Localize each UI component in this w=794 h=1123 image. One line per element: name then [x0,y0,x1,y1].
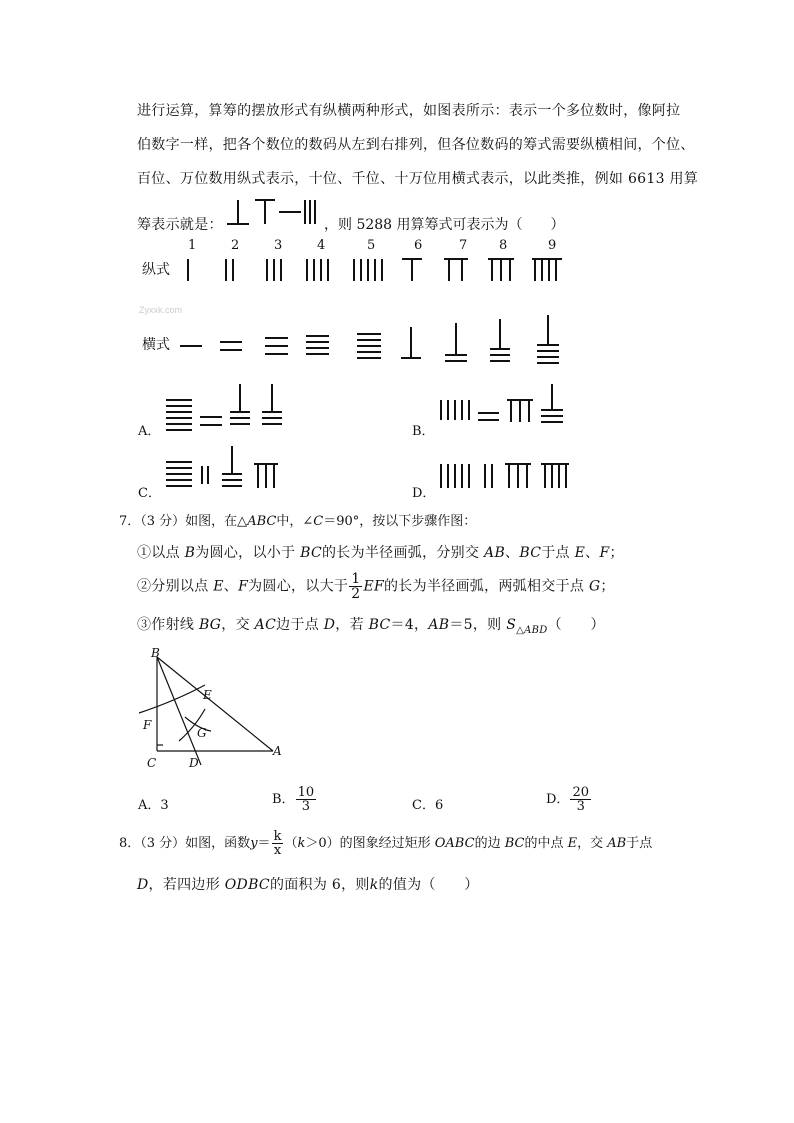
horizontal-form-8 [490,319,510,361]
q7-option-b[interactable]: B． $\frac{10}{3}$ [272,785,315,814]
q7-step-3: ③作射线 BG，交 AC边于点 D，若 BC＝4，AB＝5，则 $S_{\triangle ABD}$（ ） [137,617,605,636]
q7-stem: 7．（3 分）如图，在△ABC中，∠C＝90°，按以下步骤作图： [119,514,477,529]
q6-option-c-label[interactable]: C． [138,486,161,501]
horizontal-form-3 [265,338,288,354]
point-a-label: A [273,744,282,758]
watermark: Zyxxk.com [139,305,183,315]
point-f-label: F [143,718,152,732]
fraction-one-half: $\frac{1}{2}$ [351,571,361,602]
q7-option-c[interactable]: C．6 [412,798,444,813]
digit-header-1: 1 [188,238,197,253]
q6-option-c-rods [160,440,290,495]
digit-header-6: 6 [414,238,423,253]
q7-option-a[interactable]: A．3 [138,798,169,813]
horizontal-form-2 [220,342,242,350]
horizontal-form-9 [537,315,559,363]
digit-header-9: 9 [548,238,557,253]
q8-stem-line-1: 8．（3 分）如图，函数y＝ $\frac{k}{x}$ （k＞0）的图象经过矩形 OABC的边 BC的中点 E，交 AB于点 [119,829,653,858]
q6-option-a-rods [160,380,290,435]
point-b-label: B [151,646,160,660]
q7-option-d[interactable]: D． $\frac{20}{3}$ [546,785,589,814]
q6-line-2: 伯数字一样，把各个数位的数码从左到右排列，但各位数码的筹式需要纵横相间，个位、 [137,137,695,153]
vertical-form-5 [354,259,382,281]
vertical-form-6 [402,259,422,281]
horizontal-forms-row [170,315,570,375]
digit-header-7: 7 [459,238,468,253]
q6-option-b-rods [435,380,575,435]
arc-ef [139,685,205,713]
vertical-form-4 [307,259,328,281]
q7-step-1: ①以点 B为圆心，以小于 BC的长为半径画弧，分别交 AB、BC于点 E、F； [137,545,624,561]
point-g-label: G [197,726,207,740]
vertical-form-8 [488,259,514,281]
q6-option-b-label[interactable]: B． [412,424,435,439]
q6-line-1: 进行运算，算筹的摆放形式有纵横两种形式，如图表所示：表示一个多位数时，像阿拉 [137,103,681,119]
horizontal-form-5 [357,334,381,358]
q8-stem-line-2: D，若四边形 ODBC的面积为 6，则k的值为（ ） [137,877,479,893]
q6-option-d-rods [435,440,575,495]
horizontal-form-4 [306,336,329,354]
q7-triangle-figure [135,645,295,775]
vertical-form-2 [226,259,233,281]
horizontal-form-7 [445,323,467,361]
ray-bg [157,657,201,765]
label-vertical: 纵式 [142,262,170,278]
vertical-form-7 [444,259,468,281]
vertical-form-3 [267,259,281,281]
q6-option-a-label[interactable]: A． [138,424,161,439]
example-6613-counting-rods [225,194,321,226]
digit-header-2: 2 [231,238,240,253]
segment-ab [157,657,273,751]
point-e-label: E [203,688,212,702]
q7-step-2: ②分别以点 E、F为圆心，以大于 $\frac{1}{2}$ EF的长为半径画弧，两弧相交于点 G； [137,571,615,602]
q6-option-d-label[interactable]: D． [412,486,436,501]
vertical-form-9 [532,259,562,281]
vertical-forms-row [170,255,570,285]
horizontal-form-6 [401,327,421,358]
digit-header-3: 3 [274,238,283,253]
label-horizontal: 横式 [142,337,170,353]
q6-line-4-prefix: 筹表示就是： [137,217,223,233]
digit-header-8: 8 [499,238,508,253]
digit-header-5: 5 [367,238,376,253]
point-c-label: C [147,756,157,770]
q6-line-3: 百位、万位数用纵式表示，十位、千位、十万位用横式表示，以此类推，例如 6613 用算 [137,171,699,187]
q6-line-4-suffix: ，则 5288 用算筹式可表示为（ ） [324,217,565,233]
point-d-label: D [189,756,199,770]
digit-header-4: 4 [317,238,326,253]
